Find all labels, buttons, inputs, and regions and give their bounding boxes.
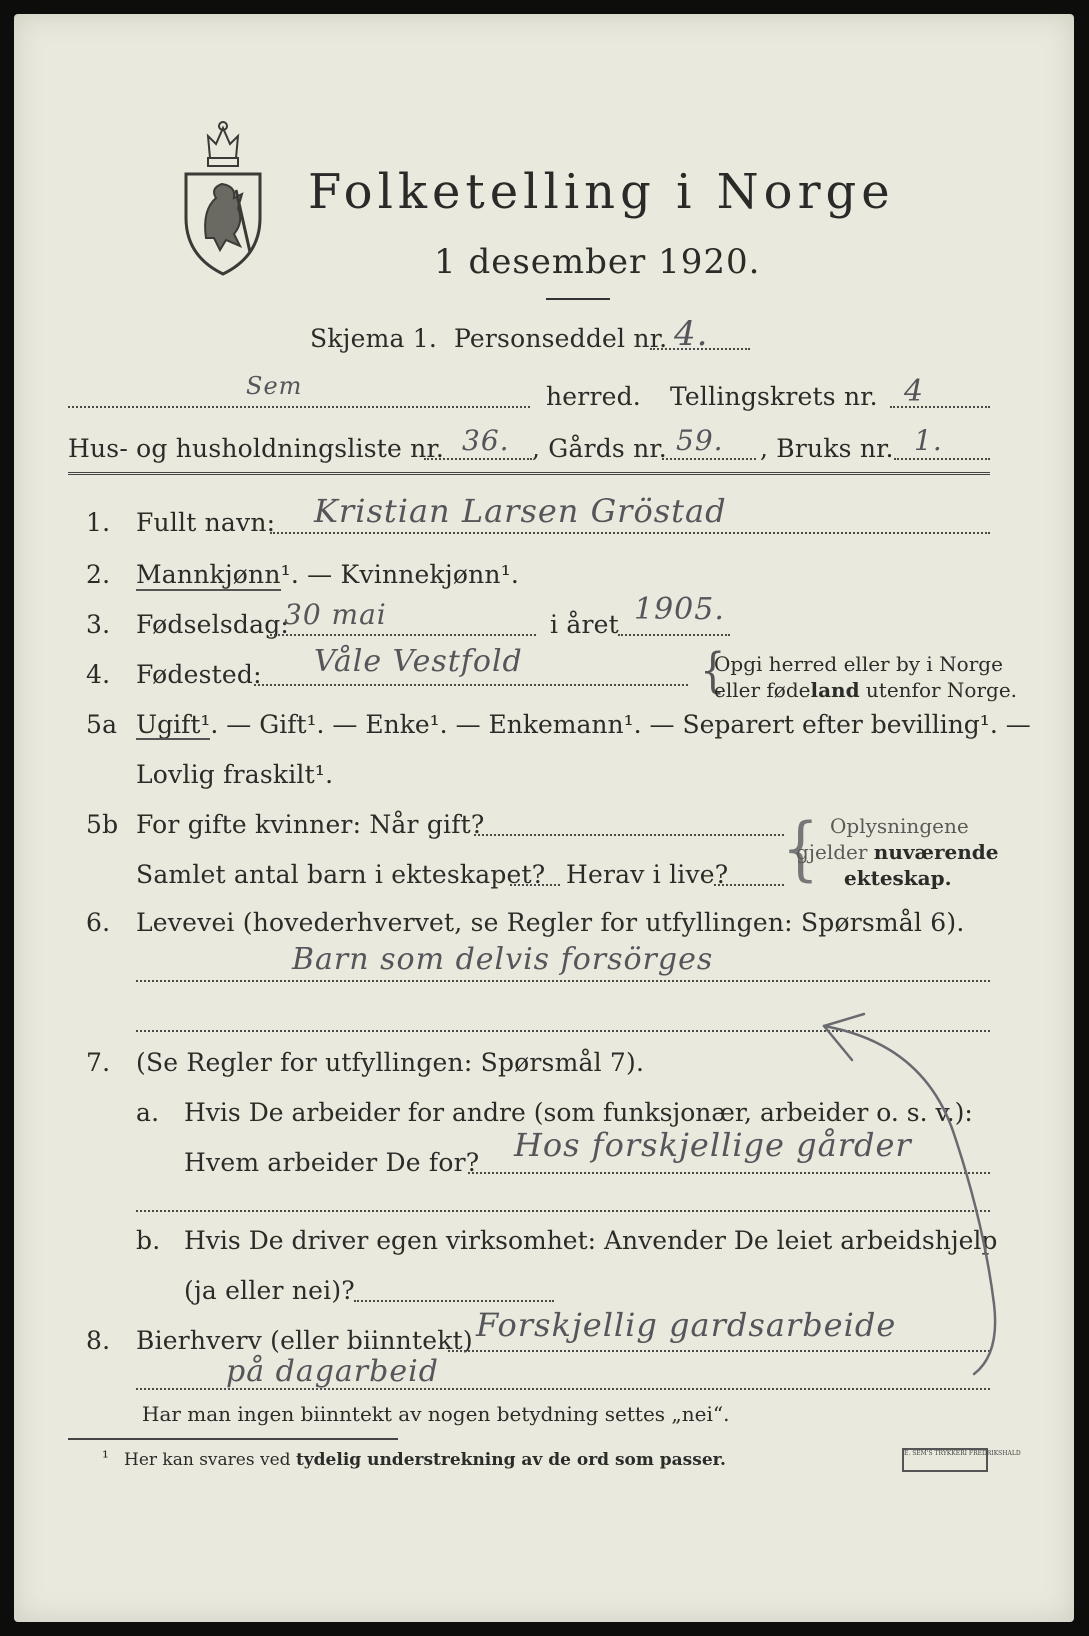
marital-status-options: Ugift¹. — Gift¹. — Enke¹. — Enkemann¹. — Separert efter bevilling¹. — [136,710,1031,739]
side-occupation-value: Forskjellig gardsarbeide [476,1306,897,1344]
q5b-line1 [474,834,784,836]
q3-number: 3. [86,610,111,639]
q5b-label1: For gifte kvinner: Når gift? [136,810,485,839]
q4-note-line2 [714,678,1017,702]
q7a-letter: a. [136,1098,160,1127]
tellingskrets-label: Tellingskrets nr. [670,382,878,411]
herred-value: Sem [246,372,303,400]
q7b-line2: (ja eller nei)? [184,1276,355,1305]
husliste-line [424,458,532,460]
title-divider [546,298,610,300]
q4-label: Fødested: [136,660,262,689]
q7b-line1: Hvis De driver egen virksomhet: Anvender De leiet arbeidshjelp [184,1226,998,1255]
q4-note-b: land [810,678,860,702]
q5b-number: 5b [86,810,119,839]
tellingskrets-value: 4 [904,374,925,409]
q6-number: 6. [86,908,111,937]
side-occupation-value-2: på dagarbeid [226,1354,439,1389]
q1-line [270,532,990,534]
q5b-label2: Samlet antal barn i ekteskapet? [136,860,546,889]
q7-label: (Se Regler for utfyllingen: Spørsmål 7). [136,1048,645,1077]
q8-number: 8. [86,1326,111,1355]
q5a-number: 5a [86,710,118,739]
footnote-text-a: Her kan svares ved [124,1450,296,1470]
form-title: Folketelling i Norge [308,164,895,220]
header-rule [68,472,990,475]
birth-year-value: 1905. [634,592,725,627]
q5b-note-2a: gjelder [796,840,874,864]
q4-note-line1: Opgi herred eller by i Norge [714,652,1003,676]
full-name-value: Kristian Larsen Gröstad [314,492,727,530]
footnote-mark: ¹ [102,1448,109,1468]
q3-year-line [618,634,730,636]
q7b-line [354,1300,554,1302]
q7a-line2: Hvem arbeider De for? [184,1148,480,1177]
herred-line [68,406,530,408]
q2-separator: ¹. — [280,560,341,589]
q5b-note-line2 [796,840,999,864]
personseddel-label: Personseddel nr. [454,324,668,353]
gender-female-option: Kvinnekjønn [340,560,501,589]
bruks-label: , Bruks nr. [760,434,894,463]
q5b-note-line3: ekteskap. [844,866,952,890]
q1-label: Fullt navn: [136,508,276,537]
occupation-value: Barn som delvis forsörges [292,942,714,977]
marital-status-line2: Lovlig fraskilt¹. [136,760,334,789]
q4-number: 4. [86,660,111,689]
gender-male-option: Mannkjønn [136,560,281,589]
husliste-label: Hus- og husholdningsliste nr. [68,434,445,463]
personseddel-value: 4. [674,314,709,354]
census-date: 1 desember 1920. [434,242,761,282]
bruks-line [894,458,990,460]
footnote-text [124,1450,726,1470]
q7-number: 7. [86,1048,111,1077]
q2-number: 2. [86,560,111,589]
gards-value: 59. [676,424,724,457]
q5b-brace: { [782,807,819,889]
q4-note-c: utenfor Norge. [859,678,1018,702]
q2-end: ¹. [500,560,520,589]
footnote-text-b: tydelig understrekning av de ord som passer. [295,1450,726,1470]
q6-label: Levevei (hovederhvervet, se Regler for utfyllingen: Spørsmål 6). [136,908,965,937]
q8-label: Bierhverv (eller biinntekt) [136,1326,473,1355]
q4-note-a: eller føde [714,678,811,702]
q4-line [254,684,688,686]
q2-options [136,560,519,589]
norway-coat-of-arms-icon [180,118,266,278]
bruks-value: 1. [914,424,943,457]
husliste-value: 36. [462,424,510,457]
schema-label: Skjema 1. [310,324,438,353]
herred-label: herred. [546,382,641,411]
gards-line [662,458,756,460]
q7a-line1: Hvis De arbeider for andre (som funksjonær, arbeider o. s. v.): [184,1098,973,1127]
q3-year-label: i året [550,610,619,639]
birthplace-value: Våle Vestfold [314,644,523,679]
birthdate-value: 30 mai [284,598,387,631]
handwritten-arrow-icon [804,974,1024,1394]
q5b-line2 [510,884,560,886]
q5b-note-line1: Oplysningene [830,814,969,838]
q5b-line3 [714,884,784,886]
ugift-underline [136,738,210,740]
q8-note: Har man ingen biinntekt av nogen betydning settes „nei“. [142,1402,730,1426]
printer-stamp: E. SEM'S TRYKKERI FREDRIKSHALD [902,1448,988,1472]
q3-date-line [270,634,536,636]
q7b-letter: b. [136,1226,161,1255]
q3-label: Fødselsdag: [136,610,290,639]
gards-label: , Gårds nr. [532,434,667,463]
q1-number: 1. [86,508,111,537]
q4-brace: { [700,643,726,699]
q5b-label3: Herav i live? [566,860,729,889]
employer-value: Hos forskjellige gårder [514,1126,912,1164]
q5b-note-2b: nuværende [873,840,999,864]
footnote-rule [68,1438,398,1440]
census-form [14,14,1074,1622]
